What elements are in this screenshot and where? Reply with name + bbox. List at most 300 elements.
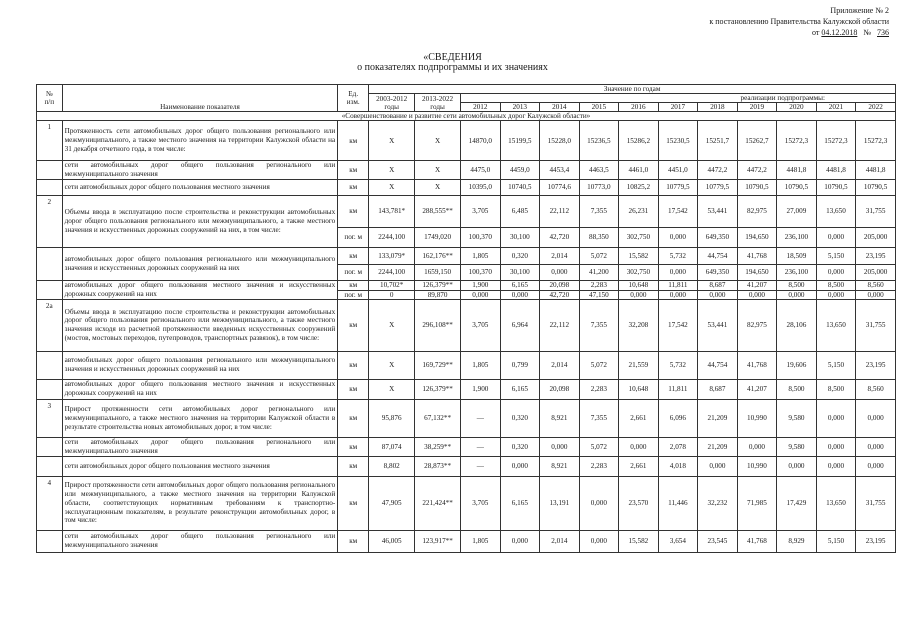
year-header (579, 103, 619, 112)
row-number (37, 179, 63, 195)
row-number: 4 (37, 476, 63, 530)
value-cell: 100,370 (461, 227, 501, 247)
value-cell: 236,100 (777, 227, 817, 247)
value-cell: 236,100 (777, 264, 817, 280)
value-cell: 8,687 (698, 280, 738, 290)
unit-cell: км (338, 195, 369, 227)
value-cell: 17,542 (658, 299, 698, 351)
value-cell: 10774,6 (540, 179, 580, 195)
decree-date-line (709, 27, 889, 38)
row-number: 2а (37, 299, 63, 351)
value-cell: 3,705 (461, 299, 501, 351)
year-header (369, 94, 415, 112)
value-cell: 0,000 (816, 437, 856, 456)
row-number (37, 530, 63, 552)
value-cell: 649,350 (698, 264, 738, 280)
value-cell: 0,000 (737, 437, 777, 456)
value-cell: 3,654 (658, 530, 698, 552)
unit-cell: км (338, 161, 369, 180)
value-cell: 42,720 (540, 227, 580, 247)
value-cell: 4472,2 (698, 161, 738, 180)
value-cell: 19,606 (777, 351, 817, 379)
value-cell: 13,191 (540, 476, 580, 530)
value-cell: 32,208 (619, 299, 659, 351)
unit-cell: км (338, 530, 369, 552)
table-row (37, 399, 896, 437)
value-cell: 8,500 (816, 379, 856, 399)
value-cell: 5,732 (658, 247, 698, 264)
value-cell: 143,781* (369, 195, 415, 227)
value-cell: 21,209 (698, 399, 738, 437)
unit-cell: пог. м (338, 264, 369, 280)
value-cell: 22,112 (540, 299, 580, 351)
value-cell: 0,000 (619, 437, 659, 456)
year-label: 2019 (749, 103, 765, 111)
value-cell: 53,441 (698, 299, 738, 351)
value-cell: 20,098 (540, 280, 580, 290)
value-cell: 0,000 (856, 456, 896, 476)
value-cell: 32,232 (698, 476, 738, 530)
value-cell: 15236,5 (579, 121, 619, 161)
row-number: 3 (37, 399, 63, 437)
value-cell: 0,000 (579, 530, 619, 552)
value-cell: 31,755 (856, 299, 896, 351)
table-row (37, 299, 896, 351)
value-cell: 169,729** (415, 351, 461, 379)
value-cell: 28,873** (415, 456, 461, 476)
value-cell: 8,500 (816, 280, 856, 290)
row-number (37, 379, 63, 399)
row-number: 2 (37, 195, 63, 247)
unit-cell: км (338, 379, 369, 399)
document-header (709, 5, 889, 38)
value-cell: 0,000 (698, 290, 738, 299)
value-cell: 1,900 (461, 280, 501, 290)
year-label: 2013 (512, 103, 527, 111)
table-row (37, 476, 896, 530)
value-cell: Х (369, 121, 415, 161)
appendix-label: Приложение № 2 (830, 6, 889, 15)
value-cell: 88,350 (579, 227, 619, 247)
year-header (619, 103, 659, 112)
table-row (37, 247, 896, 264)
value-cell: 10790,5 (856, 179, 896, 195)
table-row (37, 280, 896, 290)
value-cell: 0,799 (500, 351, 540, 379)
value-cell: 5,072 (579, 437, 619, 456)
value-cell: 15272,3 (816, 121, 856, 161)
col-unit-text: Ед. изм. (346, 90, 360, 106)
value-cell: 0,000 (500, 290, 540, 299)
value-cell: 31,755 (856, 195, 896, 227)
unit-cell: км (338, 437, 369, 456)
value-cell: 194,650 (737, 264, 777, 280)
value-cell: 0,000 (540, 437, 580, 456)
indicator-name: автомобильных дорог общего пользования местного значения и искусственных дорожных сооружений на них (62, 280, 338, 299)
year-header (698, 103, 738, 112)
value-cell: 87,074 (369, 437, 415, 456)
year-label: 2013-2022 годы (422, 94, 454, 111)
value-cell: 8,560 (856, 379, 896, 399)
year-label: 2012 (473, 103, 488, 111)
decree-number: 736 (877, 28, 889, 37)
value-cell: 2,014 (540, 247, 580, 264)
unit-cell: км (338, 280, 369, 290)
value-cell: 13,650 (816, 195, 856, 227)
decree-label: к постановлению Правительства Калужской области (709, 17, 889, 26)
col-name-text: Наименование показателя (160, 103, 240, 111)
value-cell: 1,805 (461, 530, 501, 552)
value-cell: 26,231 (619, 195, 659, 227)
value-cell: 7,355 (579, 299, 619, 351)
value-cell: 2244,100 (369, 227, 415, 247)
value-cell: 15,582 (619, 530, 659, 552)
value-cell: 1659,150 (415, 264, 461, 280)
value-cell: 7,355 (579, 399, 619, 437)
value-cell: 0,320 (500, 437, 540, 456)
value-cell: Х (369, 161, 415, 180)
value-cell: 0,000 (856, 399, 896, 437)
value-cell: 10,648 (619, 379, 659, 399)
indicator-name: Прирост протяженности сети автомобильных дорог регионального или межмуниципального, а также местного значения на территории Калужской области в результате строительства новых автомобильных дорог, в том числе: (62, 399, 338, 437)
value-cell: 71,985 (737, 476, 777, 530)
value-cell: Х (415, 179, 461, 195)
value-cell: 4472,2 (737, 161, 777, 180)
year-header (540, 103, 580, 112)
year-header (415, 94, 461, 112)
value-cell: 10790,5 (816, 179, 856, 195)
indicator-name: сети автомобильных дорог общего пользования регионального или межмуниципального значения (62, 530, 338, 552)
value-cell: 15272,3 (856, 121, 896, 161)
value-cell: 10,990 (737, 456, 777, 476)
value-cell: 41,768 (737, 351, 777, 379)
value-cell: 6,165 (500, 379, 540, 399)
value-cell: 8,921 (540, 456, 580, 476)
value-cell: 6,964 (500, 299, 540, 351)
year-label: 2018 (710, 103, 725, 111)
value-cell: 0,000 (816, 290, 856, 299)
value-cell: 22,112 (540, 195, 580, 227)
value-cell: 5,072 (579, 351, 619, 379)
value-cell: 0,320 (500, 399, 540, 437)
value-cell: 5,150 (816, 247, 856, 264)
value-cell: Х (369, 179, 415, 195)
section-title (37, 112, 896, 121)
value-cell: 9,580 (777, 399, 817, 437)
value-cell: 0,000 (856, 437, 896, 456)
value-cell: 0,000 (856, 290, 896, 299)
value-cell: 2,283 (579, 456, 619, 476)
year-header (777, 103, 817, 112)
value-cell: 21,559 (619, 351, 659, 379)
value-cell: 126,379** (415, 379, 461, 399)
unit-cell: км (338, 179, 369, 195)
value-cell: 15251,7 (698, 121, 738, 161)
row-number (37, 247, 63, 280)
value-cell: 2,014 (540, 530, 580, 552)
value-cell: 0,000 (540, 264, 580, 280)
value-cell: 221,424** (415, 476, 461, 530)
value-cell: 296,108** (415, 299, 461, 351)
value-cell: 0,320 (500, 247, 540, 264)
value-cell: 0 (369, 290, 415, 299)
value-cell: 5,150 (816, 351, 856, 379)
value-cell: 15228,0 (540, 121, 580, 161)
indicator-name: Объемы ввода в эксплуатацию после строительства и реконструкции автомобильных дорог общего пользования регионального или межмуниципального, а также местного значения исходя из расчетной протяженности введенных искусственных сооружений (мостов, мостовых переходов, путепроводов, транспортных развязок), в том числе: (62, 299, 338, 351)
value-cell: 8,929 (777, 530, 817, 552)
col-header-unit (338, 85, 369, 112)
value-cell: 30,100 (500, 227, 540, 247)
row-number: 1 (37, 121, 63, 161)
value-cell: 8,500 (777, 379, 817, 399)
value-cell: 302,750 (619, 227, 659, 247)
value-cell: 100,370 (461, 264, 501, 280)
value-cell: 205,000 (856, 227, 896, 247)
value-cell: 8,560 (856, 280, 896, 290)
indicator-name: Протяженность сети автомобильных дорог общего пользования регионального или межмуниципального, а также местного значения на территории Калужской области на 31 декабря отчетного года, в том числе: (62, 121, 338, 161)
value-cell: 302,750 (619, 264, 659, 280)
value-cell: 28,106 (777, 299, 817, 351)
value-cell: 0,000 (816, 264, 856, 280)
value-cell: 13,650 (816, 299, 856, 351)
table-row (37, 456, 896, 476)
value-cell: 41,768 (737, 530, 777, 552)
indicator-name: сети автомобильных дорог общего пользования местного значения (62, 179, 338, 195)
value-cell: 0,000 (461, 290, 501, 299)
value-cell: 0,000 (658, 227, 698, 247)
value-cell: 38,259** (415, 437, 461, 456)
table-row (37, 379, 896, 399)
value-cell: 7,355 (579, 195, 619, 227)
value-cell: 2,283 (579, 379, 619, 399)
indicator-name: сети автомобильных дорог общего пользования местного значения (62, 456, 338, 476)
value-cell: 13,650 (816, 476, 856, 530)
year-header (737, 103, 777, 112)
table-row (37, 530, 896, 552)
table-row (37, 161, 896, 180)
value-cell: 8,687 (698, 379, 738, 399)
value-cell: 15272,3 (777, 121, 817, 161)
value-cell: 27,009 (777, 195, 817, 227)
row-number (37, 456, 63, 476)
value-cell: 1749,020 (415, 227, 461, 247)
value-cell: 23,545 (698, 530, 738, 552)
value-cell: 4481,8 (816, 161, 856, 180)
value-cell: 10790,5 (737, 179, 777, 195)
value-cell: 15230,5 (658, 121, 698, 161)
value-cell: 41,200 (579, 264, 619, 280)
value-cell: 11,446 (658, 476, 698, 530)
unit-cell: км (338, 247, 369, 264)
value-cell: 10,648 (619, 280, 659, 290)
table-row (37, 179, 896, 195)
value-cell: 162,176** (415, 247, 461, 264)
value-cell: 23,570 (619, 476, 659, 530)
value-cell: 123,917** (415, 530, 461, 552)
table-row (37, 195, 896, 227)
value-cell: Х (415, 121, 461, 161)
indicator-name: автомобильных дорог общего пользования регионального или межмуниципального значения и искусственных дорожных сооружений на них (62, 247, 338, 280)
unit-cell: пог. м (338, 290, 369, 299)
value-cell: 133,079* (369, 247, 415, 264)
value-cell: 18,509 (777, 247, 817, 264)
col-header-values (369, 85, 896, 94)
value-cell: Х (369, 379, 415, 399)
value-cell: 6,096 (658, 399, 698, 437)
value-cell: 2,283 (579, 280, 619, 290)
value-cell: 0,000 (579, 476, 619, 530)
value-cell: 15286,2 (619, 121, 659, 161)
indicator-name: Прирост протяженности сети автомобильных дорог общего пользования регионального или межмуниципального, а также местного значения на территории Калужской области, соответствующих нормативным требованиям к транспортно-эксплуатационным показателям, в результате реконструкции автомобильных дорог, в том числе: (62, 476, 338, 530)
row-number (37, 280, 63, 299)
value-cell: 31,755 (856, 476, 896, 530)
year-header (461, 103, 501, 112)
value-cell: 46,005 (369, 530, 415, 552)
value-cell: 20,098 (540, 379, 580, 399)
value-cell: 0,000 (816, 399, 856, 437)
value-cell: 5,072 (579, 247, 619, 264)
value-cell: 10825,2 (619, 179, 659, 195)
value-cell: 0,000 (698, 456, 738, 476)
indicator-name: Объемы ввода в эксплуатацию после строительства и реконструкции автомобильных дорог общего пользования регионального или межмуниципального, а также местного значения и искусственных дорожных сооружений на них, в том числе: (62, 195, 338, 247)
year-label: 2016 (631, 103, 646, 111)
value-cell: 4453,4 (540, 161, 580, 180)
value-cell: Х (369, 299, 415, 351)
value-cell: 0,000 (500, 456, 540, 476)
value-cell: 10395,0 (461, 179, 501, 195)
value-cell: 11,811 (658, 379, 698, 399)
number-prefix: № (863, 28, 871, 37)
value-cell: 1,805 (461, 351, 501, 379)
value-cell: 14870,0 (461, 121, 501, 161)
value-cell: Х (369, 351, 415, 379)
value-cell: 1,805 (461, 247, 501, 264)
indicators-table (36, 84, 896, 553)
value-cell: 10790,5 (777, 179, 817, 195)
value-cell: 15262,7 (737, 121, 777, 161)
value-cell: 23,195 (856, 247, 896, 264)
year-label: 2022 (868, 103, 883, 111)
col-header-num (37, 85, 63, 112)
value-cell: 2,661 (619, 456, 659, 476)
year-label: 2014 (552, 103, 567, 111)
value-cell: 205,000 (856, 264, 896, 280)
value-cell: 2,078 (658, 437, 698, 456)
value-cell: 1,900 (461, 379, 501, 399)
table-row (37, 121, 896, 161)
decree-date: 04.12.2018 (821, 28, 858, 37)
value-cell: 4451,0 (658, 161, 698, 180)
value-cell: 8,802 (369, 456, 415, 476)
unit-cell: км (338, 351, 369, 379)
year-header (816, 103, 856, 112)
value-cell: 6,165 (500, 280, 540, 290)
value-cell: Х (415, 161, 461, 180)
value-cell: 649,350 (698, 227, 738, 247)
value-cell: 5,150 (816, 530, 856, 552)
year-label: 2021 (828, 103, 844, 111)
value-cell: 10773,0 (579, 179, 619, 195)
value-cell: 30,100 (500, 264, 540, 280)
value-cell: 4463,5 (579, 161, 619, 180)
value-cell: 4481,8 (856, 161, 896, 180)
value-cell: 21,209 (698, 437, 738, 456)
value-cell: — (461, 456, 501, 476)
value-cell: — (461, 437, 501, 456)
value-cell: 10779,5 (658, 179, 698, 195)
value-cell: 47,150 (579, 290, 619, 299)
value-cell: 0,000 (500, 530, 540, 552)
indicator-name: сети автомобильных дорог общего пользования регионального или межмуниципального значения (62, 161, 338, 180)
table-row (37, 437, 896, 456)
value-cell: — (461, 399, 501, 437)
value-cell: 126,379** (415, 280, 461, 290)
value-cell: 2244,100 (369, 264, 415, 280)
value-cell: 11,811 (658, 280, 698, 290)
value-cell: 44,754 (698, 351, 738, 379)
value-cell: 3,705 (461, 195, 501, 227)
value-cell: 4481,8 (777, 161, 817, 180)
row-number (37, 351, 63, 379)
row-number (37, 161, 63, 180)
year-label: 2020 (789, 103, 804, 111)
indicator-name: сети автомобильных дорог общего пользования регионального или межмуниципального значения (62, 437, 338, 456)
year-header (500, 103, 540, 112)
value-cell: 0,000 (816, 456, 856, 476)
col-header-realization (461, 94, 896, 103)
value-cell: 10779,5 (698, 179, 738, 195)
value-cell: 82,975 (737, 195, 777, 227)
value-cell: 23,195 (856, 351, 896, 379)
value-cell: 5,732 (658, 351, 698, 379)
value-cell: 0,000 (777, 456, 817, 476)
document-title: «СВЕДЕНИЯ (423, 52, 482, 63)
value-cell: 0,000 (816, 227, 856, 247)
value-cell: 41,207 (737, 280, 777, 290)
value-cell: 42,720 (540, 290, 580, 299)
indicator-name: автомобильных дорог общего пользования регионального или межмуниципального значения и искусственных дорожных сооружений на них (62, 351, 338, 379)
indicator-name: автомобильных дорог общего пользования местного значения и искусственных дорожных сооружений на них (62, 379, 338, 399)
section-title-text: «Совершенствование и развитие сети автомобильных дорог Калужской области» (341, 112, 591, 120)
value-cell: 95,876 (369, 399, 415, 437)
value-cell: 4475,0 (461, 161, 501, 180)
value-cell: 53,441 (698, 195, 738, 227)
value-cell: 10,702* (369, 280, 415, 290)
unit-cell: км (338, 476, 369, 530)
value-cell: 41,768 (737, 247, 777, 264)
realization-text: реализации подпрограммы: (740, 94, 825, 102)
value-cell: 0,000 (737, 290, 777, 299)
value-cell: 15199,5 (500, 121, 540, 161)
col-header-name (62, 85, 338, 112)
value-cell: 10740,5 (500, 179, 540, 195)
value-cell: 17,542 (658, 195, 698, 227)
year-label: 2003-2012 годы (376, 94, 408, 111)
value-cell: 0,000 (658, 264, 698, 280)
value-cell: 6,165 (500, 476, 540, 530)
value-cell: 3,705 (461, 476, 501, 530)
value-cell: 2,661 (619, 399, 659, 437)
year-label: 2017 (670, 103, 686, 111)
col-values-text: Значение по годам (603, 85, 661, 93)
value-cell: 89,870 (415, 290, 461, 299)
value-cell: 9,580 (777, 437, 817, 456)
value-cell: 4461,0 (619, 161, 659, 180)
year-label: 2015 (591, 103, 607, 111)
value-cell: 194,650 (737, 227, 777, 247)
unit-cell: км (338, 456, 369, 476)
value-cell: 10,990 (737, 399, 777, 437)
